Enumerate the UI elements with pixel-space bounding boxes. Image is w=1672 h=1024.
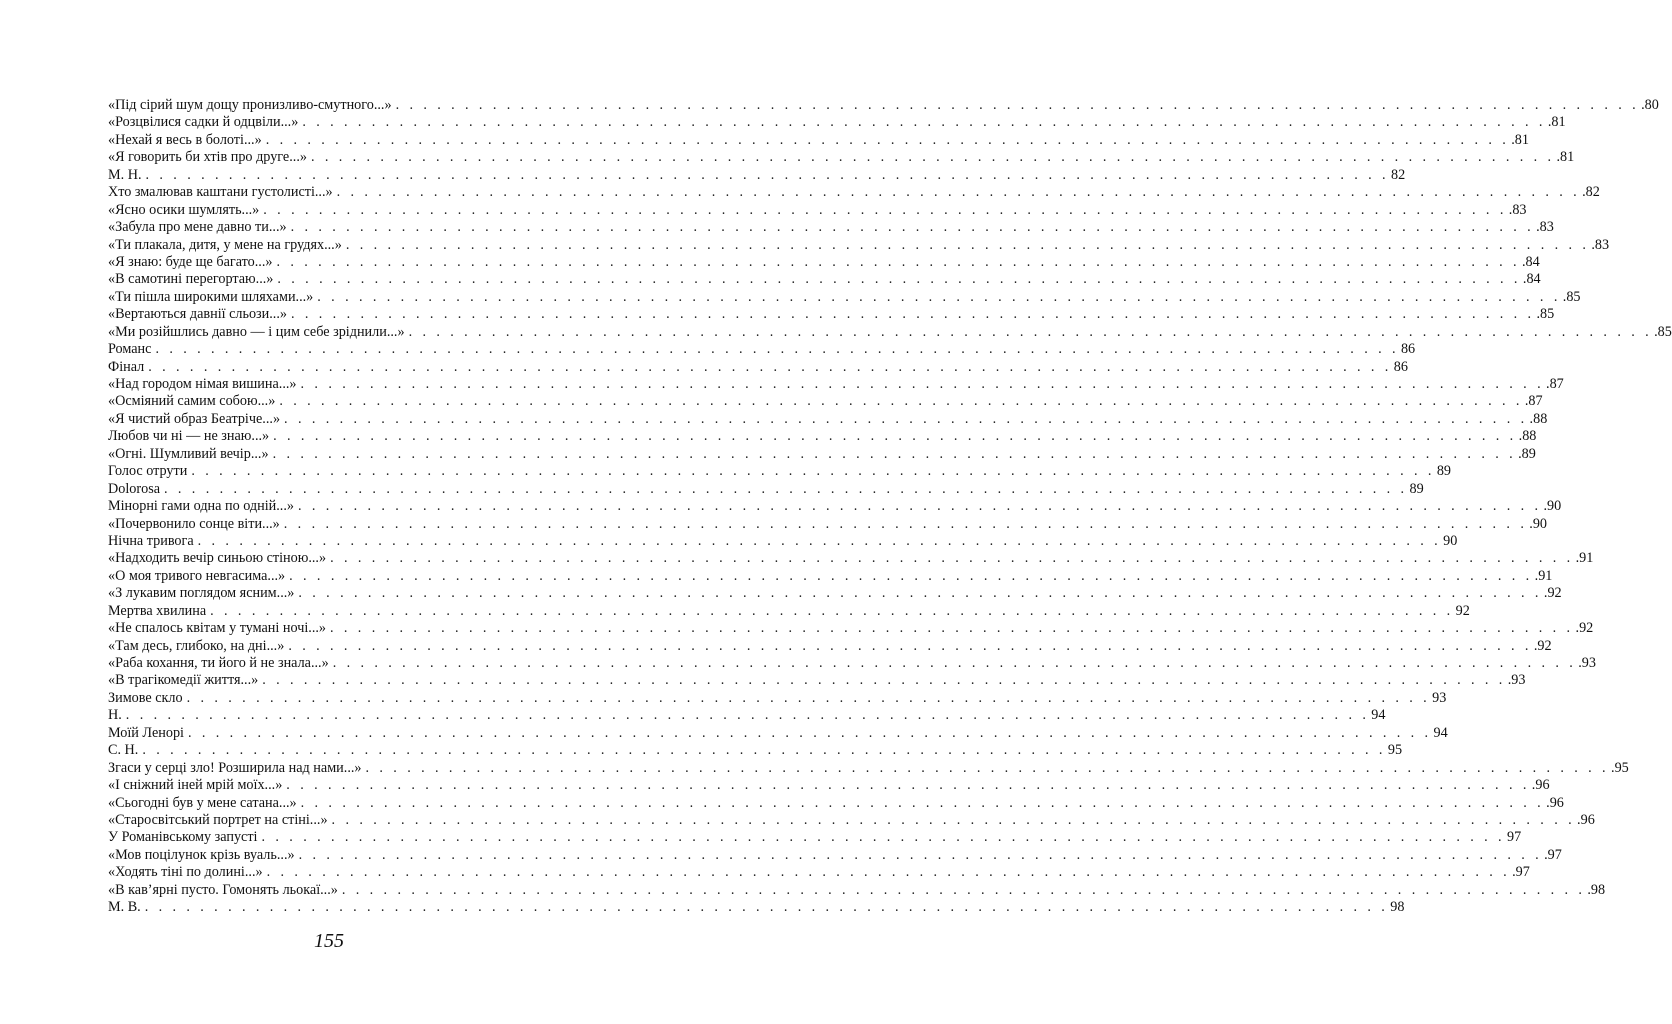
toc-entry — [108, 829, 1522, 846]
toc-entry-page: .81 — [1547, 114, 1566, 131]
toc-entry — [108, 306, 1555, 323]
toc-entry-title: «В кав’ярні пусто. Гомонять льокаї...» — [108, 881, 338, 898]
dot-leader: . . . . . . . . . . . . . . . . . . . . . . . . . . . . . . . . . . . . . . . . . . . . . . . . . . . . . . . . . . . . . . . . . . . . . . . . . . . . . . . . . . . . . . . . . . — [286, 777, 1530, 794]
toc-entry — [108, 846, 1562, 864]
toc-entry-title: «О моя тривого невгасима...» — [108, 567, 286, 584]
dot-leader: . . . . . . . . . . . . . . . . . . . . . . . . . . . . . . . . . . . . . . . . . . . . . . . . . . . . . . . . . . . . . . . . . . . . . . . . . . . . . . . . . . . . . . . . . . — [408, 323, 1653, 340]
dot-leader: . . . . . . . . . . . . . . . . . . . . . . . . . . . . . . . . . . . . . . . . . . . . . . . . . . . . . . . . . . . . . . . . . . . . . . . . . . . . . . . . . . . . . . . . . . — [345, 236, 1590, 253]
dot-leader: . . . . . . . . . . . . . . . . . . . . . . . . . . . . . . . . . . . . . . . . . . . . . . . . . . . . . . . . . . . . . . . . . . . . . . . . . . . . . . . . . . . . . . . . . . — [310, 149, 1555, 166]
toc-entry-title: «Ясно осики шумлять...» — [108, 201, 260, 218]
toc-entry — [108, 97, 1659, 114]
toc-entry-page: .87 — [1546, 376, 1564, 392]
toc-entry-title: М. В. — [108, 899, 141, 916]
dot-leader: . . . . . . . . . . . . . . . . . . . . . . . . . . . . . . . . . . . . . . . . . . . . . . . . . . . . . . . . . . . . . . . . . . . . . . . . . . . . . . . . . . . . . . . . . . — [330, 550, 1574, 567]
toc-entry-page: .98 — [1587, 881, 1606, 898]
toc-entry-title: У Романівському запусті — [108, 829, 258, 846]
toc-entry-title: «Огні. Шумливий вечір...» — [108, 445, 269, 462]
toc-entry — [108, 567, 1553, 585]
toc-entry-title: «Я чистий образ Беатріче...» — [108, 410, 281, 427]
toc-entry — [108, 498, 1562, 515]
toc-entry — [108, 864, 1530, 881]
toc-entry-page: .85 — [1536, 306, 1555, 323]
toc-entry-page: 95 — [1387, 742, 1403, 759]
dot-leader: . . . . . . . . . . . . . . . . . . . . . . . . . . . . . . . . . . . . . . . . . . . . . . . . . . . . . . . . . . . . . . . . . . . . . . . . . . . . . . . . . . . . . . . . . . — [277, 271, 1521, 288]
toc-entry-page: .81 — [1556, 149, 1575, 166]
toc-entry-title: Романс — [108, 341, 152, 358]
toc-entry-title: «Ти плакала, дитя, у мене на грудях...» — [108, 236, 342, 253]
toc-entry-title: «Осміяний самим собою...» — [108, 393, 276, 410]
toc-entry — [108, 742, 1403, 759]
toc-entry-title: «Раба кохання, ти його й не знала...» — [108, 655, 329, 671]
toc-entry-title: Фінал — [108, 358, 145, 375]
toc-entry-title: Любов чи ні — не знаю...» — [108, 428, 270, 445]
dot-leader: . . . . . . . . . . . . . . . . . . . . . . . . . . . . . . . . . . . . . . . . . . . . . . . . . . . . . . . . . . . . . . . . . . . . . . . . . . . . . . . . . . . . . . . . . . — [284, 410, 1528, 427]
dot-leader: . . . . . . . . . . . . . . . . . . . . . . . . . . . . . . . . . . . . . . . . . . . . . . . . . . . . . . . . . . . . . . . . . . . . . . . . . . . . . . . . . . . . . . . . . . — [341, 881, 1586, 898]
dot-leader: . . . . . . . . . . . . . . . . . . . . . . . . . . . . . . . . . . . . . . . . . . . . . . . . . . . . . . . . . . . . . . . . . . . . . . . . . . . . . . . . . . . . . . . . . . — [155, 341, 1399, 358]
dot-leader: . . . . . . . . . . . . . . . . . . . . . . . . . . . . . . . . . . . . . . . . . . . . . . . . . . . . . . . . . . . . . . . . . . . . . . . . . . . . . . . . . . . . . . . . . . — [279, 393, 1523, 410]
toc-entry — [108, 515, 1548, 533]
toc-entry — [108, 480, 1424, 498]
toc-entry-page: .83 — [1536, 219, 1554, 236]
toc-entry-title: Dolorosa — [108, 480, 161, 497]
toc-entry-page: .82 — [1582, 184, 1600, 201]
toc-entry-page: .93 — [1578, 655, 1596, 671]
toc-entry — [108, 201, 1527, 219]
toc-entry-title: «Нехай я весь в болоті...» — [108, 131, 262, 148]
dot-leader: . . . . . . . . . . . . . . . . . . . . . . . . . . . . . . . . . . . . . . . . . . . . . . . . . . . . . . . . . . . . . . . . . . . . . . . . . . . . . . . . . . . . . . . . . . — [261, 829, 1506, 846]
toc-entry-page: 98 — [1390, 899, 1405, 916]
toc-entry-title: Н. — [108, 707, 122, 724]
dot-leader: . . . . . . . . . . . . . . . . . . . . . . . . . . . . . . . . . . . . . . . . . . . . . . . . . . . . . . . . . . . . . . . . . . . . . . . . . . . . . . . . . . . . . . . . . . — [298, 846, 1543, 863]
toc-entry — [108, 637, 1552, 655]
dot-leader: . . . . . . . . . . . . . . . . . . . . . . . . . . . . . . . . . . . . . . . . . . . . . . . . . . . . . . . . . . . . . . . . . . . . . . . . . . . . . . . . . . . . . . . . . . — [300, 376, 1545, 392]
toc-entry-title: «Ми розійшлись давно — і цим себе зріднили...» — [108, 323, 405, 340]
toc-entry-title: «З лукавим поглядом ясним...» — [108, 585, 295, 602]
dot-leader: . . . . . . . . . . . . . . . . . . . . . . . . . . . . . . . . . . . . . . . . . . . . . . . . . . . . . . . . . . . . . . . . . . . . . . . . . . . . . . . . . . . . . . . . . . — [272, 445, 1517, 462]
toc-entry-title: «Мов поцілунок крізь вуаль...» — [108, 846, 295, 863]
toc-entry-page: .95 — [1611, 759, 1629, 776]
toc-entry-page: .80 — [1641, 97, 1659, 113]
dot-leader: . . . . . . . . . . . . . . . . . . . . . . . . . . . . . . . . . . . . . . . . . . . . . . . . . . . . . . . . . . . . . . . . . . . . . . . . . . . . . . . . . . . . . . . . . . — [142, 742, 1386, 759]
toc-entry-title: «Розцвілися садки й одцвіли...» — [108, 114, 299, 131]
toc-entry — [108, 602, 1470, 620]
toc-entry-page: .88 — [1518, 428, 1537, 445]
dot-leader: . . . . . . . . . . . . . . . . . . . . . . . . . . . . . . . . . . . . . . . . . . . . . . . . . . . . . . . . . . . . . . . . . . . . . . . . . . . . . . . . . . . . . . . . . . — [191, 463, 1435, 480]
toc-entry-page: .84 — [1522, 253, 1540, 270]
toc-entry — [108, 428, 1537, 445]
toc-entry-title: «Забула про мене давно ти...» — [108, 219, 287, 236]
toc-entry-page: 90 — [1443, 532, 1458, 549]
dot-leader: . . . . . . . . . . . . . . . . . . . . . . . . . . . . . . . . . . . . . . . . . . . . . . . . . . . . . . . . . . . . . . . . . . . . . . . . . . . . . . . . . . . . . . . . . . — [263, 201, 1507, 218]
toc-entry-page: .96 — [1531, 777, 1550, 794]
toc-entry-title: «Ти пішла широкими шляхами...» — [108, 288, 314, 305]
dot-leader: . . . . . . . . . . . . . . . . . . . . . . . . . . . . . . . . . . . . . . . . . . . . . . . . . . . . . . . . . . . . . . . . . . . . . . . . . . . . . . . . . . . . . . . . . . — [186, 689, 1431, 706]
toc-entry — [108, 881, 1606, 899]
page-number: 155 — [314, 930, 344, 952]
toc-entry — [108, 620, 1594, 637]
toc-entry-page: .96 — [1546, 794, 1564, 811]
toc-entry-title: «І сніжний іней мрій моїх...» — [108, 777, 283, 794]
toc-entry-title: Мертва хвилина — [108, 602, 207, 619]
dot-leader: . . . . . . . . . . . . . . . . . . . . . . . . . . . . . . . . . . . . . . . . . . . . . . . . . . . . . . . . . . . . . . . . . . . . . . . . . . . . . . . . . . . . . . . . . . — [365, 759, 1610, 776]
toc-entry-title: «Старосвітський портрет на стіні...» — [108, 811, 328, 828]
dot-leader: . . . . . . . . . . . . . . . . . . . . . . . . . . . . . . . . . . . . . . . . . . . . . . . . . . . . . . . . . . . . . . . . . . . . . . . . . . . . . . . . . . . . . . . . . . — [276, 253, 1520, 270]
toc-entry-page: .87 — [1524, 393, 1543, 410]
dot-leader: . . . . . . . . . . . . . . . . . . . . . . . . . . . . . . . . . . . . . . . . . . . . . . . . . . . . . . . . . . . . . . . . . . . . . . . . . . . . . . . . . . . . . . . . . . — [332, 655, 1577, 671]
toc-entry — [108, 759, 1629, 777]
toc-entry — [108, 777, 1550, 794]
toc-entry-page: .90 — [1529, 515, 1548, 532]
toc-entry-page: .81 — [1511, 131, 1529, 148]
toc-entry-page: 86 — [1400, 341, 1416, 358]
toc-entry-title: «Під сірий шум дощу пронизливо-смутного...» — [108, 97, 392, 113]
toc-entry — [108, 288, 1581, 306]
dot-leader: . . . . . . . . . . . . . . . . . . . . . . . . . . . . . . . . . . . . . . . . . . . . . . . . . . . . . . . . . . . . . . . . . . . . . . . . . . . . . . . . . . . . . . . . . . — [298, 498, 1542, 515]
dot-leader: . . . . . . . . . . . . . . . . . . . . . . . . . . . . . . . . . . . . . . . . . . . . . . . . . . . . . . . . . . . . . . . . . . . . . . . . . . . . . . . . . . . . . . . . . . — [288, 637, 1532, 654]
dot-leader: . . . . . . . . . . . . . . . . . . . . . . . . . . . . . . . . . . . . . . . . . . . . . . . . . . . . . . . . . . . . . . . . . . . . . . . . . . . . . . . . . . . . . . . . . . — [330, 620, 1574, 637]
toc-entry-page: 89 — [1409, 480, 1424, 497]
dot-leader: . . . . . . . . . . . . . . . . . . . . . . . . . . . . . . . . . . . . . . . . . . . . . . . . . . . . . . . . . . . . . . . . . . . . . . . . . . . . . . . . . . . . . . . . . . — [302, 114, 1546, 131]
toc-entry-title: «Над городом німая вишина...» — [108, 376, 297, 392]
toc-entry-title: Моїй Ленорі — [108, 724, 184, 741]
toc-entry-page: .92 — [1543, 585, 1562, 602]
toc-entry-title: «В самотині перегортаю...» — [108, 271, 274, 288]
dot-leader: . . . . . . . . . . . . . . . . . . . . . . . . . . . . . . . . . . . . . . . . . . . . . . . . . . . . . . . . . . . . . . . . . . . . . . . . . . . . . . . . . . . . . . . . . . — [187, 724, 1432, 741]
toc-entry — [108, 149, 1575, 166]
toc-entry — [108, 463, 1451, 480]
toc-entry-title: «Ходять тіні по долині...» — [108, 864, 263, 881]
toc-entry-title: «Не спалось квітам у тумані ночі...» — [108, 620, 327, 637]
toc-entry-page: 97 — [1507, 829, 1522, 846]
dot-leader: . . . . . . . . . . . . . . . . . . . . . . . . . . . . . . . . . . . . . . . . . . . . . . . . . . . . . . . . . . . . . . . . . . . . . . . . . . . . . . . . . . . . . . . . . . — [265, 131, 1510, 148]
toc-entry — [108, 811, 1595, 829]
dot-leader: . . . . . . . . . . . . . . . . . . . . . . . . . . . . . . . . . . . . . . . . . . . . . . . . . . . . . . . . . . . . . . . . . . . . . . . . . . . . . . . . . . . . . . . . . . — [298, 585, 1542, 602]
toc-entry — [108, 184, 1600, 201]
toc-entry — [108, 166, 1406, 184]
toc-entry-page: 93 — [1432, 689, 1447, 706]
toc-entry — [108, 358, 1408, 376]
toc-entry-page: 94 — [1371, 707, 1386, 724]
dot-leader: . . . . . . . . . . . . . . . . . . . . . . . . . . . . . . . . . . . . . . . . . . . . . . . . . . . . . . . . . . . . . . . . . . . . . . . . . . . . . . . . . . . . . . . . . . — [317, 288, 1561, 305]
toc-entry-page: 92 — [1455, 602, 1470, 619]
toc-entry — [108, 585, 1562, 602]
dot-leader: . . . . . . . . . . . . . . . . . . . . . . . . . . . . . . . . . . . . . . . . . . . . . . . . . . . . . . . . . . . . . . . . . . . . . . . . . . . . . . . . . . . . . . . . . . — [266, 864, 1511, 881]
toc-entry-title: М. Н. — [108, 166, 142, 183]
toc-entry-title: «Надходить вечір синьою стіною...» — [108, 550, 327, 567]
toc-entry-title: Мінорні гами одна по одній...» — [108, 498, 294, 515]
toc-entry — [108, 899, 1405, 916]
toc-entry — [108, 393, 1543, 410]
dot-leader: . . . . . . . . . . . . . . . . . . . . . . . . . . . . . . . . . . . . . . . . . . . . . . . . . . . . . . . . . . . . . . . . . . . . . . . . . . . . . . . . . . . . . . . . . . — [300, 794, 1545, 811]
dot-leader: . . . . . . . . . . . . . . . . . . . . . . . . . . . . . . . . . . . . . . . . . . . . . . . . . . . . . . . . . . . . . . . . . . . . . . . . . . . . . . . . . . . . . . . . . . — [395, 97, 1640, 113]
toc-entry — [108, 131, 1529, 149]
toc-entry — [108, 114, 1566, 131]
toc-entry — [108, 376, 1564, 393]
toc-entry — [108, 724, 1448, 742]
dot-leader: . . . . . . . . . . . . . . . . . . . . . . . . . . . . . . . . . . . . . . . . . . . . . . . . . . . . . . . . . . . . . . . . . . . . . . . . . . . . . . . . . . . . . . . . . . — [197, 532, 1442, 549]
dot-leader: . . . . . . . . . . . . . . . . . . . . . . . . . . . . . . . . . . . . . . . . . . . . . . . . . . . . . . . . . . . . . . . . . . . . . . . . . . . . . . . . . . . . . . . . . . — [336, 184, 1581, 201]
toc-entry-title: С. Н. — [108, 742, 139, 759]
dot-leader: . . . . . . . . . . . . . . . . . . . . . . . . . . . . . . . . . . . . . . . . . . . . . . . . . . . . . . . . . . . . . . . . . . . . . . . . . . . . . . . . . . . . . . . . . . — [331, 811, 1576, 828]
dot-leader: . . . . . . . . . . . . . . . . . . . . . . . . . . . . . . . . . . . . . . . . . . . . . . . . . . . . . . . . . . . . . . . . . . . . . . . . . . . . . . . . . . . . . . . . . . — [290, 219, 1535, 236]
toc-entry-page: .97 — [1544, 846, 1562, 863]
toc-entry-page: 94 — [1433, 724, 1448, 741]
toc-entry — [108, 410, 1548, 428]
dot-leader: . . . . . . . . . . . . . . . . . . . . . . . . . . . . . . . . . . . . . . . . . . . . . . . . . . . . . . . . . . . . . . . . . . . . . . . . . . . . . . . . . . . . . . . . . . — [210, 602, 1454, 619]
toc-entry-title: Зимове скло — [108, 689, 183, 706]
toc-entry-page: .90 — [1543, 498, 1562, 515]
toc-entry — [108, 271, 1541, 288]
toc-entry — [108, 236, 1610, 254]
toc-entry-page: .97 — [1512, 864, 1530, 881]
table-of-contents — [108, 97, 1672, 917]
toc-entry-title: «Я знаю: буде ще багато...» — [108, 253, 273, 270]
toc-entry-page: .91 — [1575, 550, 1594, 567]
toc-entry — [108, 253, 1540, 271]
toc-entry-page: .84 — [1522, 271, 1541, 288]
toc-entry-page: .91 — [1534, 567, 1553, 584]
toc-entry — [108, 532, 1458, 550]
toc-entry — [108, 672, 1526, 689]
dot-leader: . . . . . . . . . . . . . . . . . . . . . . . . . . . . . . . . . . . . . . . . . . . . . . . . . . . . . . . . . . . . . . . . . . . . . . . . . . . . . . . . . . . . . . . . . . — [144, 899, 1389, 916]
toc-entry-title: Згаси у серці зло! Розширила над нами...» — [108, 759, 362, 776]
toc-entry-page: 82 — [1391, 166, 1406, 183]
toc-entry-page: 89 — [1436, 463, 1451, 480]
dot-leader: . . . . . . . . . . . . . . . . . . . . . . . . . . . . . . . . . . . . . . . . . . . . . . . . . . . . . . . . . . . . . . . . . . . . . . . . . . . . . . . . . . . . . . . . . . — [148, 358, 1392, 375]
toc-entry-page: .89 — [1518, 445, 1536, 462]
toc-entry-page: .88 — [1529, 410, 1548, 427]
toc-entry — [108, 445, 1536, 463]
toc-entry — [108, 341, 1416, 358]
toc-entry-page: .83 — [1591, 236, 1610, 253]
toc-entry-title: Хто змалював каштани густолисті...» — [108, 184, 333, 201]
toc-entry — [108, 219, 1554, 236]
toc-entry — [108, 794, 1564, 812]
dot-leader: . . . . . . . . . . . . . . . . . . . . . . . . . . . . . . . . . . . . . . . . . . . . . . . . . . . . . . . . . . . . . . . . . . . . . . . . . . . . . . . . . . . . . . . . . . — [283, 515, 1528, 532]
toc-entry-page: .85 — [1654, 323, 1672, 340]
dot-leader: . . . . . . . . . . . . . . . . . . . . . . . . . . . . . . . . . . . . . . . . . . . . . . . . . . . . . . . . . . . . . . . . . . . . . . . . . . . . . . . . . . . . . . . . . . — [273, 428, 1517, 445]
toc-entry-title: «Там десь, глибоко, на дні...» — [108, 637, 285, 654]
toc-entry — [108, 707, 1386, 724]
dot-leader: . . . . . . . . . . . . . . . . . . . . . . . . . . . . . . . . . . . . . . . . . . . . . . . . . . . . . . . . . . . . . . . . . . . . . . . . . . . . . . . . . . . . . . . . . . — [164, 480, 1408, 497]
toc-entry-title: «Вертаються давнії сльози...» — [108, 306, 287, 323]
dot-leader: . . . . . . . . . . . . . . . . . . . . . . . . . . . . . . . . . . . . . . . . . . . . . . . . . . . . . . . . . . . . . . . . . . . . . . . . . . . . . . . . . . . . . . . . . . — [125, 707, 1370, 724]
toc-entry-title: Голос отрути — [108, 463, 188, 480]
dot-leader: . . . . . . . . . . . . . . . . . . . . . . . . . . . . . . . . . . . . . . . . . . . . . . . . . . . . . . . . . . . . . . . . . . . . . . . . . . . . . . . . . . . . . . . . . . — [262, 672, 1506, 689]
toc-entry-page: .96 — [1577, 811, 1595, 828]
toc-entry-page: .92 — [1533, 637, 1552, 654]
dot-leader: . . . . . . . . . . . . . . . . . . . . . . . . . . . . . . . . . . . . . . . . . . . . . . . . . . . . . . . . . . . . . . . . . . . . . . . . . . . . . . . . . . . . . . . . . . — [145, 166, 1390, 183]
toc-entry-page: .93 — [1507, 672, 1526, 689]
toc-entry-page: .92 — [1575, 620, 1594, 637]
toc-entry-title: «В трагікомедії життя...» — [108, 672, 259, 689]
toc-entry-title: «Сьогодні був у мене сатана...» — [108, 794, 297, 811]
toc-entry — [108, 655, 1596, 672]
toc-entry-title: «Я говорить би хтів про друге...» — [108, 149, 307, 166]
dot-leader: . . . . . . . . . . . . . . . . . . . . . . . . . . . . . . . . . . . . . . . . . . . . . . . . . . . . . . . . . . . . . . . . . . . . . . . . . . . . . . . . . . . . . . . . . . — [291, 306, 1535, 323]
toc-entry — [108, 550, 1594, 567]
toc-entry-page: 86 — [1393, 358, 1408, 375]
dot-leader: . . . . . . . . . . . . . . . . . . . . . . . . . . . . . . . . . . . . . . . . . . . . . . . . . . . . . . . . . . . . . . . . . . . . . . . . . . . . . . . . . . . . . . . . . . — [289, 567, 1533, 584]
toc-entry — [108, 689, 1447, 707]
toc-entry-page: .83 — [1508, 201, 1527, 218]
toc-entry-title: Нічна тривога — [108, 532, 194, 549]
toc-entry — [108, 323, 1672, 341]
toc-entry-title: «Почервонило сонце віти...» — [108, 515, 280, 532]
toc-entry-page: .85 — [1562, 288, 1581, 305]
